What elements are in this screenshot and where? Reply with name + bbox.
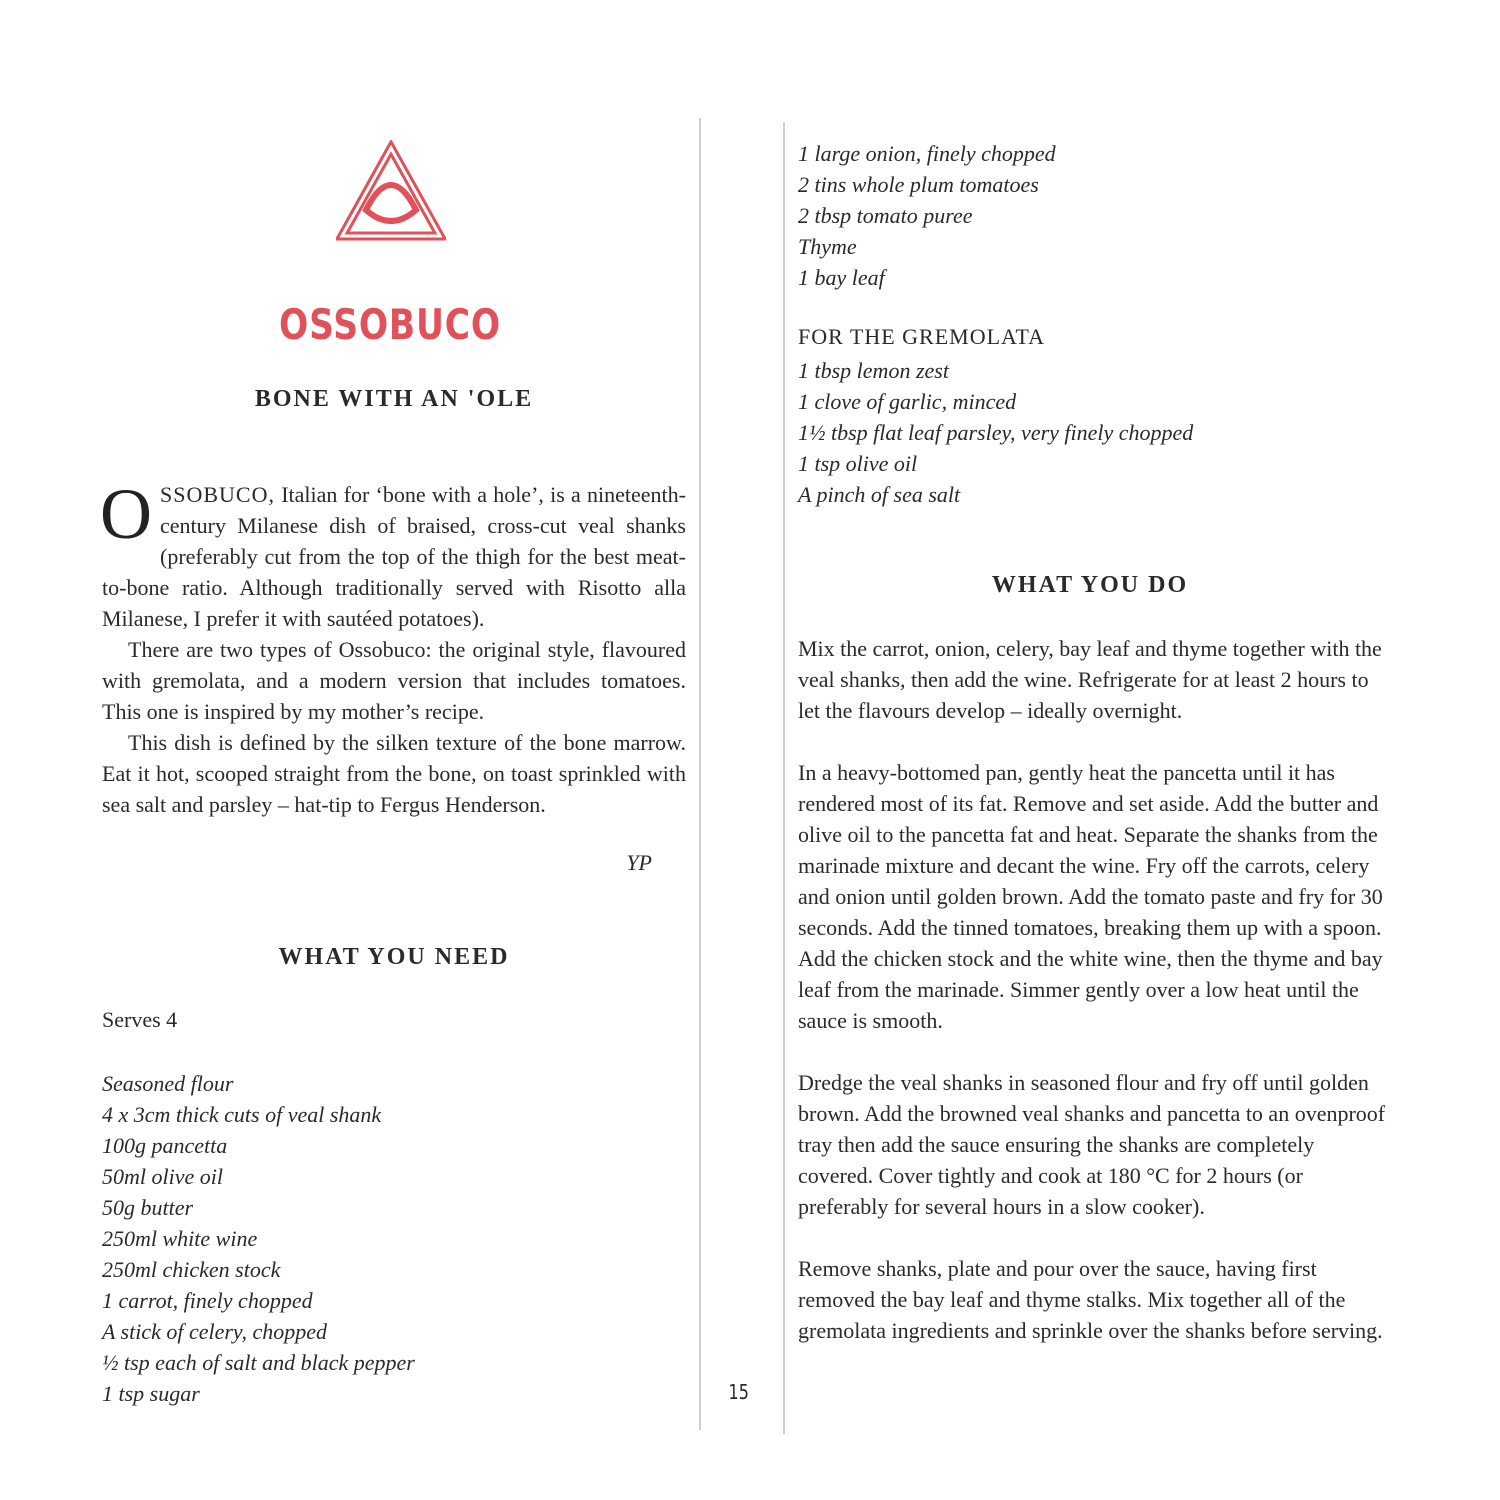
what-you-need-heading: WHAT YOU NEED bbox=[278, 944, 510, 970]
drop-cap: O bbox=[100, 474, 152, 554]
author-initials: YP bbox=[626, 850, 652, 875]
intro-lead-word: SSOBUCO, bbox=[160, 482, 275, 507]
ingredient-list-continued bbox=[798, 138, 1056, 293]
serves-count: Serves 4 bbox=[102, 1007, 178, 1032]
ingredient-item: 4 x 3cm thick cuts of veal shank bbox=[102, 1102, 382, 1127]
what-you-do-heading: WHAT YOU DO bbox=[991, 572, 1189, 598]
ingredient-item: 1 bay leaf bbox=[798, 265, 885, 290]
ingredient-item: 2 tbsp tomato puree bbox=[798, 203, 973, 228]
intro-paragraph-1 bbox=[100, 474, 686, 634]
method-step: Dredge the veal shanks in seasoned flour and fry off until golden brown. Add the browned veal shanks and pancetta to an ovenproof tray then add the sauce ensuring the shanks are completely covered. Cover tightly and cook at 180 °C for 2 hours (or preferably for several hours in a slow cooker). bbox=[798, 1070, 1386, 1219]
gremolata-list bbox=[798, 355, 1193, 510]
method-step: Remove shanks, plate and pour over the sauce, having first removed the bay leaf and thyme stalks. Mix together all of the gremolata ingredients and sprinkle over the shanks before serving. bbox=[798, 1256, 1383, 1343]
page-number: 15 bbox=[728, 1380, 749, 1404]
gremolata-item: 1½ tbsp flat leaf parsley, very finely chopped bbox=[798, 420, 1194, 445]
ingredient-item: 2 tins whole plum tomatoes bbox=[798, 172, 1039, 197]
intro-paragraph-1-text: Italian for ‘bone with a hole’, is a nineteenth-century Milanese dish of braised, cross-cut veal shanks (preferably cut from the top of the thigh for the best meat-to-bone ratio. Although traditionally served with Risotto alla Milanese, I prefer it with sautéed potatoes). bbox=[102, 482, 686, 631]
gremolata-heading: FOR THE GREMOLATA bbox=[798, 324, 1046, 349]
ingredient-item: 1 carrot, finely chopped bbox=[102, 1288, 313, 1313]
ingredient-list-main bbox=[102, 1068, 415, 1409]
page-gutter-line bbox=[699, 118, 701, 1430]
gremolata-item: A pinch of sea salt bbox=[798, 482, 961, 507]
intro-paragraph-2: There are two types of Ossobuco: the original style, flavoured with gremolata, and a modern version that includes tomatoes. This one is inspired by my mother’s recipe. bbox=[102, 637, 686, 724]
ingredient-item: 50ml olive oil bbox=[102, 1164, 223, 1189]
intro-text bbox=[100, 474, 686, 820]
recipe-title: OSSOBUCO bbox=[279, 300, 501, 349]
gremolata-item: 1 clove of garlic, minced bbox=[798, 389, 1017, 414]
ingredient-item: 250ml chicken stock bbox=[102, 1257, 281, 1282]
gremolata-item: 1 tsp olive oil bbox=[798, 451, 918, 476]
method-steps bbox=[798, 633, 1388, 1377]
method-step: In a heavy-bottomed pan, gently heat the pancetta until it has rendered most of its fat. Remove and set aside. Add the butter and olive oil to the pancetta fat and heat. Separate the shanks from the marinade mixture and decant the wine. Fry off the carrots, celery and onion until golden brown. Add the tomato paste and fry for 30 seconds. Add the tinned tomatoes, breaking them up with a spoon. Add the chicken stock and the white wine, then the thyme and bay leaf from the marinade. Simmer gently over a low heat until the sauce is smooth. bbox=[798, 760, 1383, 1033]
ingredient-item: 100g pancetta bbox=[102, 1133, 228, 1158]
triangle-knot-icon bbox=[336, 140, 446, 242]
ingredient-item: 250ml white wine bbox=[102, 1226, 258, 1251]
method-step: Mix the carrot, onion, celery, bay leaf and thyme together with the veal shanks, then add the wine. Refrigerate for at least 2 hours to let the flavours develop – ideally overnight. bbox=[798, 636, 1382, 723]
ingredient-item: 1 tsp sugar bbox=[102, 1381, 200, 1406]
ingredient-item: Seasoned flour bbox=[102, 1071, 234, 1096]
ingredient-item: ½ tsp each of salt and black pepper bbox=[102, 1350, 415, 1375]
ingredient-item: A stick of celery, chopped bbox=[102, 1319, 328, 1344]
gremolata-item: 1 tbsp lemon zest bbox=[798, 358, 949, 383]
ingredient-item: Thyme bbox=[798, 234, 857, 259]
ingredient-item: 1 large onion, finely chopped bbox=[798, 141, 1056, 166]
intro-paragraph-3: This dish is defined by the silken texture of the bone marrow. Eat it hot, scooped straight from the bone, on toast sprinkled with sea salt and parsley – hat-tip to Fergus Henderson. bbox=[102, 730, 686, 817]
recipe-subtitle: BONE WITH AN 'OLE bbox=[254, 386, 534, 412]
ingredient-item: 50g butter bbox=[102, 1195, 194, 1220]
page-gutter-line-right bbox=[783, 122, 785, 1434]
